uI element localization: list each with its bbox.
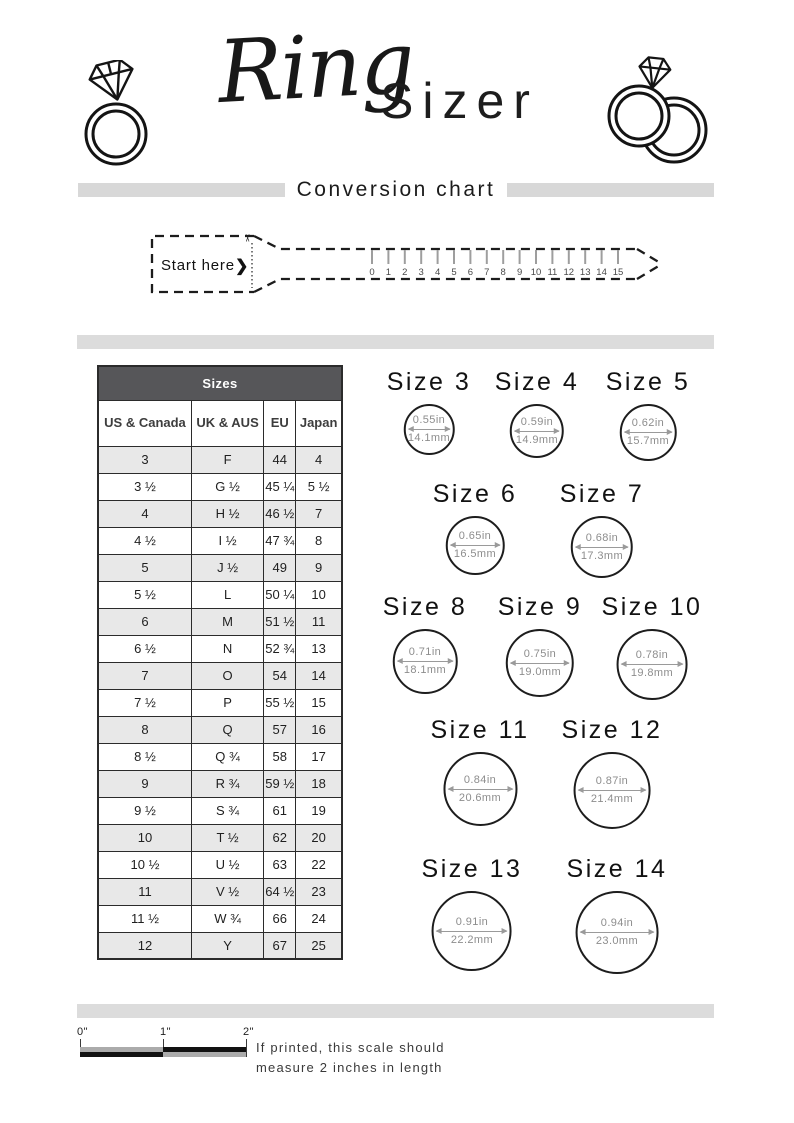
- tick-label: 5: [451, 267, 457, 278]
- scale-bar-segment: [163, 1052, 246, 1057]
- diameter-inches: 0.91in: [455, 915, 489, 928]
- table-cell: 6 ½: [98, 635, 191, 662]
- table-row: [98, 581, 342, 608]
- table-row: [98, 527, 342, 554]
- tick-label: 2: [402, 267, 408, 278]
- table-cell: 62: [264, 824, 296, 851]
- table-cell: 44: [264, 446, 296, 473]
- size-circle-card: [602, 593, 703, 700]
- size-circle-card: [562, 716, 663, 829]
- page-title-script: Ring: [215, 12, 416, 124]
- diameter-inches: 0.94in: [600, 917, 634, 930]
- table-row: [98, 500, 342, 527]
- subtitle: Conversion chart: [296, 178, 496, 201]
- diameter-inches: 0.62in: [631, 417, 665, 430]
- table-cell: 22: [296, 851, 342, 878]
- diameter-inches: 0.71in: [408, 646, 442, 659]
- tick-label: 14: [596, 267, 607, 278]
- size-circle-card: [422, 855, 523, 971]
- size-title: Size 11: [430, 716, 530, 744]
- size-circle-card: [567, 855, 668, 974]
- table-cell: 45 ¼: [264, 473, 296, 500]
- table-cell: M: [191, 608, 263, 635]
- size-circle-card: [430, 716, 529, 826]
- subtitle-left-bar: [78, 183, 285, 197]
- table-cell: 7 ½: [98, 689, 191, 716]
- chevron-right-icon: ❯: [235, 258, 249, 275]
- table-cell: 67: [264, 932, 296, 959]
- table-cell: 46 ½: [264, 500, 296, 527]
- table-cell: 8: [296, 527, 342, 554]
- table-cell: 52 ¾: [264, 635, 296, 662]
- diameter-inches: 0.59in: [520, 415, 554, 428]
- column-header-eu: EU: [264, 400, 296, 446]
- column-header-uk-aus: UK & AUS: [191, 400, 263, 446]
- table-row: [98, 446, 342, 473]
- size-title: Size 12: [561, 716, 663, 744]
- size-circle-card: [495, 368, 579, 458]
- size-title: Size 3: [386, 368, 472, 396]
- double-rings-icon: [598, 52, 716, 170]
- table-cell: 13: [296, 635, 342, 662]
- table-row: [98, 743, 342, 770]
- table-cell: 4: [98, 500, 191, 527]
- size-title: Size 10: [601, 593, 703, 621]
- size-conversion-table: [97, 365, 343, 960]
- table-cell: 8: [98, 716, 191, 743]
- table-cell: 8 ½: [98, 743, 191, 770]
- table-cell: 20: [296, 824, 342, 851]
- separator-bar-bottom: [77, 1004, 714, 1018]
- size-circle-card: [433, 480, 517, 575]
- column-header-us-canada: US & Canada: [98, 400, 191, 446]
- table-cell: 66: [264, 905, 296, 932]
- note-line-1: If printed, this scale should: [256, 1040, 445, 1055]
- diameter-mm: 21.4mm: [590, 793, 634, 805]
- tick-label: 0: [369, 267, 375, 278]
- table-cell: N: [191, 635, 263, 662]
- diameter-arrow: [408, 429, 449, 430]
- table-cell: T ½: [191, 824, 263, 851]
- table-cell: 24: [296, 905, 342, 932]
- table-row: [98, 716, 342, 743]
- diameter-arrow: [515, 431, 559, 432]
- diameter-inches: 0.65in: [458, 530, 492, 543]
- table-cell: 9: [296, 554, 342, 581]
- table-row: [98, 905, 342, 932]
- diameter-arrow: [580, 932, 653, 933]
- table-cell: 25: [296, 932, 342, 959]
- tick-label: 9: [516, 267, 523, 278]
- size-circles-section: [363, 368, 735, 1000]
- table-row: [98, 554, 342, 581]
- tick-label: 4: [434, 267, 441, 278]
- table-cell: 19: [296, 797, 342, 824]
- diameter-mm: 18.1mm: [403, 664, 447, 676]
- print-scale-note: [256, 1038, 445, 1077]
- size-circle: [432, 891, 512, 971]
- table-cell: 11: [296, 608, 342, 635]
- table-cell: 63: [264, 851, 296, 878]
- size-title: Size 5: [605, 368, 691, 396]
- print-scale-ruler: [78, 1026, 258, 1068]
- size-title: Size 7: [559, 480, 645, 508]
- diameter-inches: 0.68in: [585, 531, 619, 544]
- ruler-ticks: [369, 250, 623, 278]
- size-circle: [616, 629, 687, 700]
- table-row: [98, 689, 342, 716]
- subtitle-right-bar: [507, 183, 714, 197]
- table-cell: 55 ½: [264, 689, 296, 716]
- table-cell: 51 ½: [264, 608, 296, 635]
- size-circle-card: [387, 368, 471, 455]
- size-circle: [510, 404, 564, 458]
- size-circle: [619, 404, 676, 461]
- table-cell: 23: [296, 878, 342, 905]
- tick-label: 13: [579, 267, 591, 278]
- size-title: Size 6: [432, 480, 518, 508]
- table-cell: 17: [296, 743, 342, 770]
- diameter-arrow: [576, 547, 628, 548]
- table-cell: 7: [296, 500, 342, 527]
- table-cell: 57: [264, 716, 296, 743]
- diameter-inches: 0.75in: [523, 647, 557, 660]
- size-circle: [403, 404, 454, 455]
- table-cell: 59 ½: [264, 770, 296, 797]
- table-row: [98, 932, 342, 959]
- table-cell: 58: [264, 743, 296, 770]
- tick-label: 3: [418, 267, 424, 278]
- tick-label: 12: [563, 267, 575, 278]
- diameter-mm: 19.0mm: [518, 665, 562, 678]
- tick-label: 10: [530, 267, 542, 278]
- table-cell: 10: [98, 824, 191, 851]
- table-cell: 50 ¼: [264, 581, 296, 608]
- table-cell: G ½: [191, 473, 263, 500]
- diamond-ring-icon: [66, 60, 171, 168]
- table-cell: S ¾: [191, 797, 263, 824]
- table-cell: 7: [98, 662, 191, 689]
- table-cell: V ½: [191, 878, 263, 905]
- scale-tick: [246, 1039, 247, 1057]
- table-cell: Y: [191, 932, 263, 959]
- size-circle: [575, 891, 658, 974]
- table-row: [98, 770, 342, 797]
- tick-label: 15: [612, 267, 624, 278]
- size-circle: [506, 629, 574, 697]
- size-circle-card: [606, 368, 690, 461]
- tick-label: 8: [500, 267, 506, 278]
- table-cell: 10: [296, 581, 342, 608]
- table-cell: 15: [296, 689, 342, 716]
- table-cell: F: [191, 446, 263, 473]
- table-cell: 14: [296, 662, 342, 689]
- table-cell: 49: [264, 554, 296, 581]
- table-cell: W ¾: [191, 905, 263, 932]
- diameter-mm: 16.5mm: [453, 548, 497, 560]
- diameter-arrow: [624, 432, 671, 433]
- diameter-mm: 22.2mm: [450, 933, 494, 946]
- scale-bar-segment: [80, 1052, 163, 1057]
- table-row: [98, 608, 342, 635]
- table-cell: 54: [264, 662, 296, 689]
- table-row: [98, 662, 342, 689]
- table-cell: 9: [98, 770, 191, 797]
- scissors-icon: ✂: [241, 234, 252, 243]
- scale-label: 0": [77, 1026, 89, 1038]
- diameter-mm: 19.8mm: [630, 667, 674, 679]
- diameter-arrow: [621, 664, 682, 665]
- table-cell: 11 ½: [98, 905, 191, 932]
- table-row: [98, 878, 342, 905]
- diameter-mm: 14.9mm: [515, 433, 559, 446]
- diameter-inches: 0.78in: [635, 649, 669, 662]
- tick-label: 6: [467, 267, 474, 278]
- size-title: Size 4: [494, 368, 580, 396]
- table-cell: 5: [98, 554, 191, 581]
- diameter-inches: 0.84in: [463, 773, 497, 786]
- start-here-label: Start here: [161, 257, 235, 274]
- scale-label: 2": [243, 1026, 255, 1038]
- size-circle: [392, 629, 457, 694]
- table-cell: P: [191, 689, 263, 716]
- table-cell: 6: [98, 608, 191, 635]
- diameter-inches: 0.87in: [595, 775, 629, 788]
- table-cell: O: [191, 662, 263, 689]
- diameter-inches: 0.55in: [412, 414, 446, 427]
- table-cell: 4 ½: [98, 527, 191, 554]
- diameter-mm: 14.1mm: [407, 432, 451, 444]
- diameter-arrow: [448, 789, 512, 790]
- table-cell: 3: [98, 446, 191, 473]
- table-row: [98, 851, 342, 878]
- diameter-arrow: [450, 545, 499, 546]
- diameter-mm: 20.6mm: [458, 791, 502, 804]
- table-row: [98, 797, 342, 824]
- subtitle-row: [78, 178, 714, 202]
- size-circle: [443, 752, 517, 826]
- table-cell: 18: [296, 770, 342, 797]
- page-title: Sizer: [380, 73, 539, 129]
- table-row: [98, 824, 342, 851]
- table-cell: U ½: [191, 851, 263, 878]
- tick-label: 1: [385, 267, 392, 278]
- diameter-arrow: [511, 663, 569, 664]
- table-cell: 3 ½: [98, 473, 191, 500]
- table-cell: 12: [98, 932, 191, 959]
- table-cell: 16: [296, 716, 342, 743]
- size-circle-card: [498, 593, 582, 697]
- size-title: Size 8: [382, 593, 468, 621]
- table-cell: 5 ½: [98, 581, 191, 608]
- table-cell: 5 ½: [296, 473, 342, 500]
- note-line-2: measure 2 inches in length: [256, 1059, 443, 1075]
- table-row: [98, 635, 342, 662]
- table-cell: 9 ½: [98, 797, 191, 824]
- diameter-mm: 17.3mm: [580, 549, 624, 562]
- tick-label: 11: [547, 267, 558, 278]
- table-cell: Q: [191, 716, 263, 743]
- scale-label: 1": [160, 1026, 172, 1038]
- column-header-japan: Japan: [296, 400, 342, 446]
- diameter-mm: 15.7mm: [626, 435, 670, 447]
- size-title: Size 14: [566, 855, 668, 883]
- size-circle-card: [560, 480, 644, 578]
- table-cell: 64 ½: [264, 878, 296, 905]
- size-title: Size 9: [497, 593, 583, 621]
- table-cell: I ½: [191, 527, 263, 554]
- diameter-mm: 23.0mm: [595, 935, 639, 947]
- table-cell: 4: [296, 446, 342, 473]
- table-cell: Q ¾: [191, 743, 263, 770]
- table-cell: 11: [98, 878, 191, 905]
- table-cell: L: [191, 581, 263, 608]
- table-cell: H ½: [191, 500, 263, 527]
- size-circle-card: [383, 593, 467, 694]
- table-title: Sizes: [98, 366, 342, 400]
- size-circle: [445, 516, 504, 575]
- separator-bar-top: [77, 335, 714, 349]
- tick-label: 7: [484, 267, 490, 278]
- diameter-arrow: [578, 790, 645, 791]
- size-title: Size 13: [421, 855, 523, 883]
- diameter-arrow: [397, 661, 452, 662]
- table-cell: 10 ½: [98, 851, 191, 878]
- table-cell: J ½: [191, 554, 263, 581]
- size-circle: [573, 752, 650, 829]
- table-cell: 47 ¾: [264, 527, 296, 554]
- diameter-arrow: [437, 931, 507, 932]
- table-row: [98, 473, 342, 500]
- size-circle: [571, 516, 633, 578]
- table-cell: R ¾: [191, 770, 263, 797]
- ring-sizer-strip: [148, 226, 672, 300]
- table-cell: 61: [264, 797, 296, 824]
